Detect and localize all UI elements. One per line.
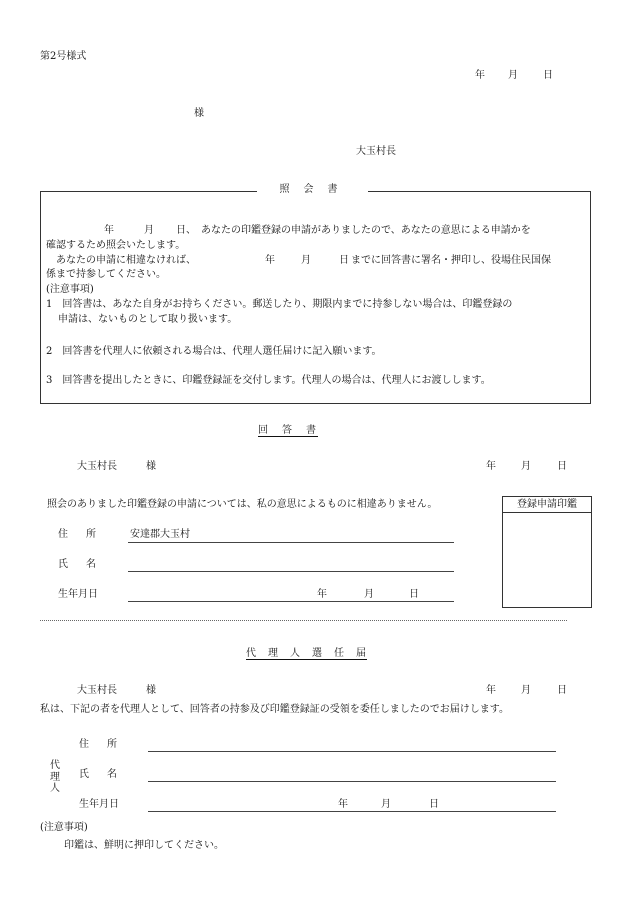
answer-statement: 照会のありました印鑑登録の申請については、私の意思によるものに相違ありません。 (47, 499, 438, 510)
agent-date-month: 月 (521, 685, 531, 696)
answer-address-line (128, 542, 454, 543)
answer-addressee-suffix: 様 (146, 461, 156, 472)
agent-dob-label: 生年月日 (79, 799, 119, 810)
answer-address-value[interactable]: 安達郡大玉村 (130, 529, 190, 540)
inquiry-note-1-line1: 1 回答書は、あなた自身がお持ちください。郵送したり、期限内までに持参しない場合は、印鑑登録の (46, 299, 513, 310)
agent-side-label: 代理人 (50, 760, 60, 794)
inquiry-line3-post: までに回答書に署名・押印し、役場住民国保 (351, 255, 551, 266)
inquiry-title: 照会書 (257, 185, 368, 195)
answer-date-year: 年 (486, 461, 496, 472)
inquiry-deadline-month: 月 (301, 255, 311, 266)
answer-dob-label: 生年月日 (58, 589, 98, 600)
inquiry-date-month: 月 (144, 225, 154, 236)
answer-date-day: 日 (557, 461, 567, 472)
answer-dob-month: 月 (364, 589, 374, 600)
agent-dob-line[interactable] (148, 811, 556, 812)
inquiry-line4: 係まで持参してください。 (46, 269, 166, 280)
inquiry-note-3: 3 回答書を提出したときに、印鑑登録証を交付します。代理人の場合は、代理人にお渡しします。 (46, 375, 491, 386)
form-number: 第2号様式 (40, 51, 87, 62)
agent-dob-month: 月 (381, 799, 391, 810)
agent-address-line[interactable] (148, 751, 556, 752)
agent-name-label: 氏 名 (79, 769, 121, 780)
agent-addressee-suffix: 様 (146, 685, 156, 696)
inquiry-deadline-year: 年 (265, 255, 275, 266)
answer-title: 回 答 書 (258, 425, 318, 436)
answer-address-label: 住 所 (58, 529, 100, 540)
answer-dob-line[interactable] (128, 601, 454, 602)
answer-dob-day: 日 (409, 589, 419, 600)
agent-note: 印鑑は、鮮明に押印してください。 (64, 840, 224, 851)
agent-statement: 私は、下記の者を代理人として、回答者の持参及び印鑑登録証の受領を委任しましたのでお届けします。 (40, 704, 509, 715)
seal-box-label: 登録申請印鑑 (503, 497, 591, 513)
inquiry-line2: 確認するため照会いたします。 (46, 240, 186, 251)
agent-date-day: 日 (557, 685, 567, 696)
agent-name-line[interactable] (148, 781, 556, 782)
answer-addressee: 大玉村長 (77, 461, 117, 472)
agent-notes-heading: (注意事項) (40, 822, 88, 833)
inquiry-note-1-line2: 申請は、ないものとして取り扱います。 (58, 314, 238, 325)
header-date-year: 年 (475, 70, 485, 81)
agent-addressee: 大玉村長 (77, 685, 117, 696)
inquiry-date-day: 日、 (176, 225, 196, 236)
inquiry-line1-text: あなたの印鑑登録の申請がありましたので、あなたの意思による申請かを (201, 225, 531, 236)
inquiry-notes-heading: (注意事項) (46, 284, 94, 295)
inquiry-note-2: 2 回答書を代理人に依頼される場合は、代理人選任届けに記入願います。 (46, 346, 382, 357)
answer-date-month: 月 (521, 461, 531, 472)
agent-date-year: 年 (486, 685, 496, 696)
inquiry-date-year: 年 (104, 225, 114, 236)
agent-dob-year: 年 (338, 799, 348, 810)
header-date-month: 月 (508, 70, 518, 81)
inquiry-box (40, 191, 591, 404)
header-date-day: 日 (543, 70, 553, 81)
agent-dob-day: 日 (429, 799, 439, 810)
agent-address-label: 住 所 (79, 739, 121, 750)
addressee-suffix: 様 (194, 108, 204, 119)
separator-dotted-line (40, 620, 567, 621)
agent-title: 代 理 人 選 任 届 (246, 648, 367, 659)
inquiry-deadline-day: 日 (339, 255, 349, 266)
answer-name-line[interactable] (128, 571, 454, 572)
answer-dob-year: 年 (317, 589, 327, 600)
inquiry-line3-pre: あなたの申請に相違なければ、 (56, 255, 196, 266)
seal-box (502, 496, 592, 608)
answer-name-label: 氏 名 (58, 559, 100, 570)
sender-name: 大玉村長 (356, 146, 396, 157)
